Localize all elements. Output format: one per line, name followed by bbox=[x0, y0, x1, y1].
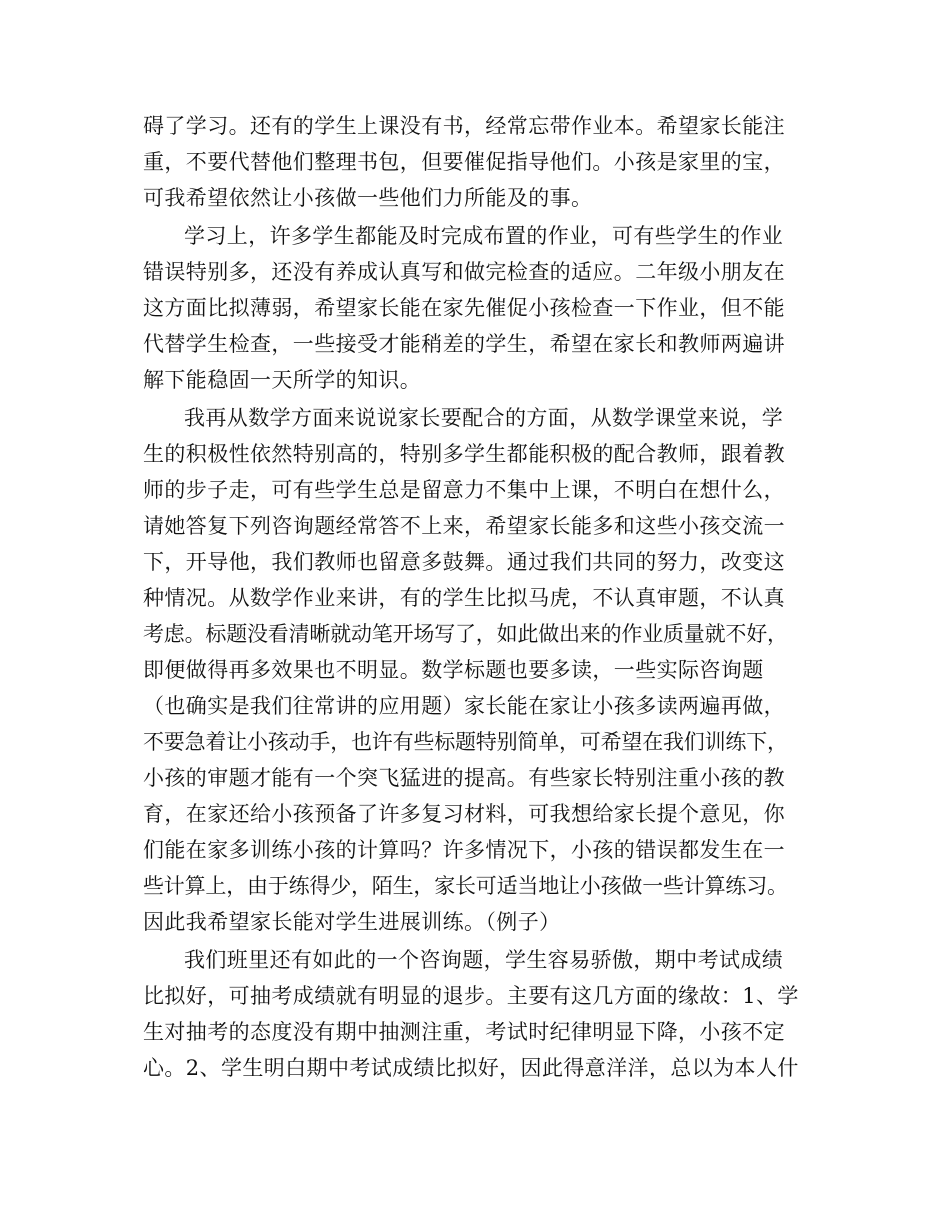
text-line: 碍了学习。还有的学生上课没有书，经常忘带作业本。希望家长能注 bbox=[143, 114, 785, 138]
text-line: 心。2、学生明白期中考试成绩比拟好，因此得意洋洋，总以为本人什 bbox=[143, 1056, 799, 1080]
text-line: 解下能稳固一天所学的知识。 bbox=[143, 368, 422, 392]
text-line: 考虑。标题没看清晰就动笔开场写了，如此做出来的作业质量就不好， bbox=[143, 622, 788, 646]
text-line: 育，在家还给小孩预备了许多复习材料，可我想给家长提个意见，你 bbox=[143, 802, 785, 826]
text-line: 师的步子走，可有些学生总是留意力不集中上课，不明白在想什么， bbox=[143, 478, 785, 502]
text-line: 下，开导他，我们教师也留意多鼓舞。通过我们共同的努力，改变这 bbox=[143, 550, 785, 574]
text-line: 我们班里还有如此的一个咨询题，学生容易骄傲，期中考试成绩 bbox=[184, 948, 784, 972]
text-line: 我再从数学方面来说说家长要配合的方面，从数学课堂来说，学 bbox=[184, 406, 784, 430]
text-line: 错误特别多，还没有养成认真写和做完检查的适应。二年级小朋友在 bbox=[143, 260, 785, 284]
text-line: 请她答复下列咨询题经常答不上来，希望家长能多和这些小孩交流一 bbox=[143, 514, 785, 538]
text-line: 可我希望依然让小孩做一些他们力所能及的事。 bbox=[143, 186, 593, 210]
text-line: 们能在家多训练小孩的计算吗？许多情况下，小孩的错误都发生在一 bbox=[143, 838, 785, 862]
text-line: 因此我希望家长能对学生进展训练。（例子） bbox=[143, 910, 561, 934]
text-line: 这方面比拟薄弱，希望家长能在家先催促小孩检查一下作业，但不能 bbox=[143, 296, 785, 320]
text-line: 些计算上，由于练得少，陌生，家长可适当地让小孩做一些计算练习。 bbox=[143, 874, 788, 898]
text-line: 代替学生检查，一些接受才能稍差的学生，希望在家长和教师两遍讲 bbox=[143, 332, 785, 356]
text-line: 生对抽考的态度没有期中抽测注重，考试时纪律明显下降，小孩不定 bbox=[143, 1020, 785, 1044]
text-line: 种情况。从数学作业来讲，有的学生比拟马虎，不认真审题，不认真 bbox=[143, 586, 785, 610]
text-line: （也确实是我们往常讲的应用题）家长能在家让小孩多读两遍再做， bbox=[143, 694, 785, 718]
text-line: 不要急着让小孩动手，也许有些标题特别简单，可希望在我们训练下， bbox=[143, 730, 788, 754]
text-line: 即便做得再多效果也不明显。数学标题也要多读，一些实际咨询题 bbox=[143, 658, 764, 682]
text-line: 重，不要代替他们整理书包，但要催促指导他们。小孩是家里的宝， bbox=[143, 150, 785, 174]
text-line: 生的积极性依然特别高的，特别多学生都能积极的配合教师，跟着教 bbox=[143, 442, 785, 466]
text-line: 小孩的审题才能有一个突飞猛进的提高。有些家长特别注重小孩的教 bbox=[143, 766, 785, 790]
text-line: 学习上，许多学生都能及时完成布置的作业，可有些学生的作业 bbox=[184, 224, 784, 248]
text-line: 比拟好，可抽考成绩就有明显的退步。主要有这几方面的缘故：1、学 bbox=[143, 984, 799, 1008]
